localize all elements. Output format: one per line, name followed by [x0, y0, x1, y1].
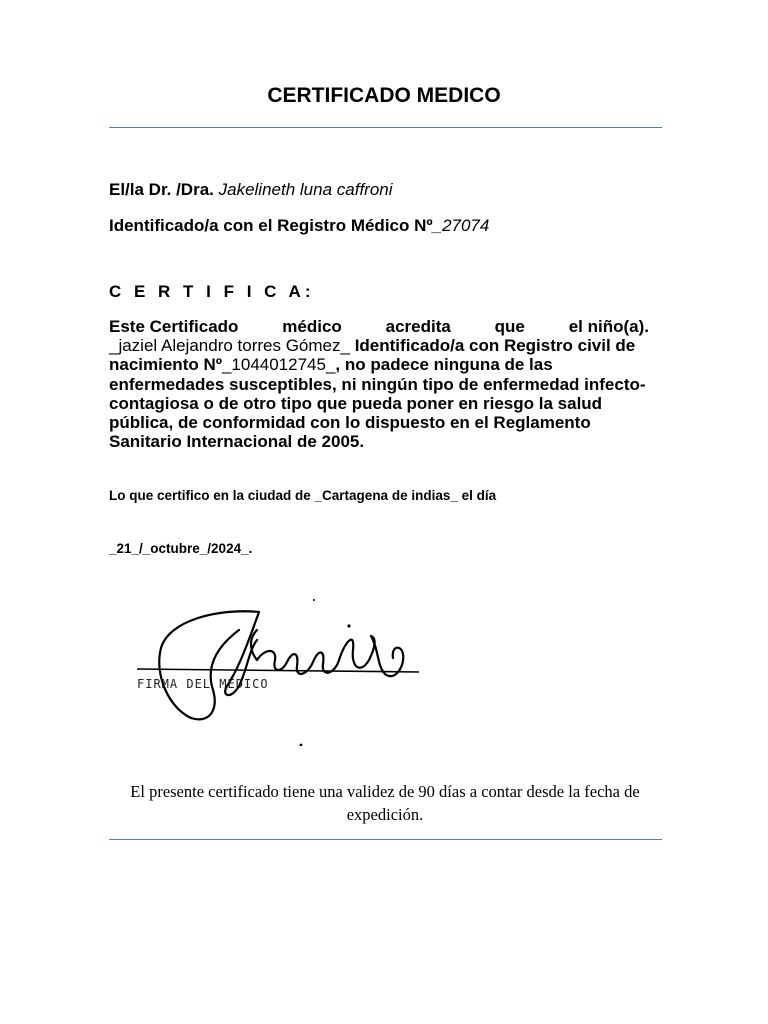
city-line: Lo que certifico en la ciudad de _Cartagena de indias_ el día: [109, 488, 497, 503]
top-divider: [109, 127, 662, 128]
validity-note: El presente certificado tiene una validez de 90 días a contar desde la fecha de expedición.: [130, 782, 640, 824]
id-label: Identificado/a con Registro civil de nacimiento Nº: [109, 336, 636, 375]
body-word: que: [494, 317, 525, 336]
id-number: _1044012745_: [221, 355, 336, 375]
child-name: _jaziel Alejandro torres Gómez_: [109, 336, 350, 356]
body-first-line: [109, 317, 649, 336]
certificate-body: [109, 317, 649, 451]
body-word: Este Certificado: [109, 317, 239, 336]
body-word: el niño(a).: [568, 317, 649, 336]
page-title: CERTIFICADO MEDICO: [267, 84, 501, 107]
signature-block: [109, 590, 503, 746]
body-rest: , no padece ninguna de las enfermedades susceptibles, ni ningún tipo de enfermedad infecto-contagiosa o de otro tipo que pueda poner en riesgo la salud pública, de conformidad con lo dispuesto en el Reglamento Sanitario Internacional de 2005.: [109, 355, 646, 452]
doctor-line: [109, 180, 393, 200]
date-line: _21_/_octubre_/2024_.: [109, 541, 253, 556]
body-word: médico: [282, 317, 342, 336]
certifica-heading: C E R T I F I C A:: [109, 282, 315, 301]
doctor-label: El/la Dr. /Dra.: [109, 180, 214, 199]
registry-line: [109, 216, 489, 236]
registry-label: Identificado/a con el Registro Médico Nº: [109, 216, 433, 235]
registry-number: 27074: [442, 216, 490, 235]
registry-prefix: _: [432, 216, 443, 235]
bottom-divider: [109, 839, 662, 840]
signature-caption: FIRMA DEL MÉDICO: [137, 677, 269, 691]
signature-image: [109, 590, 503, 746]
doctor-name: Jakelineth luna caffroni: [218, 180, 393, 199]
body-word: acredita: [385, 317, 451, 336]
